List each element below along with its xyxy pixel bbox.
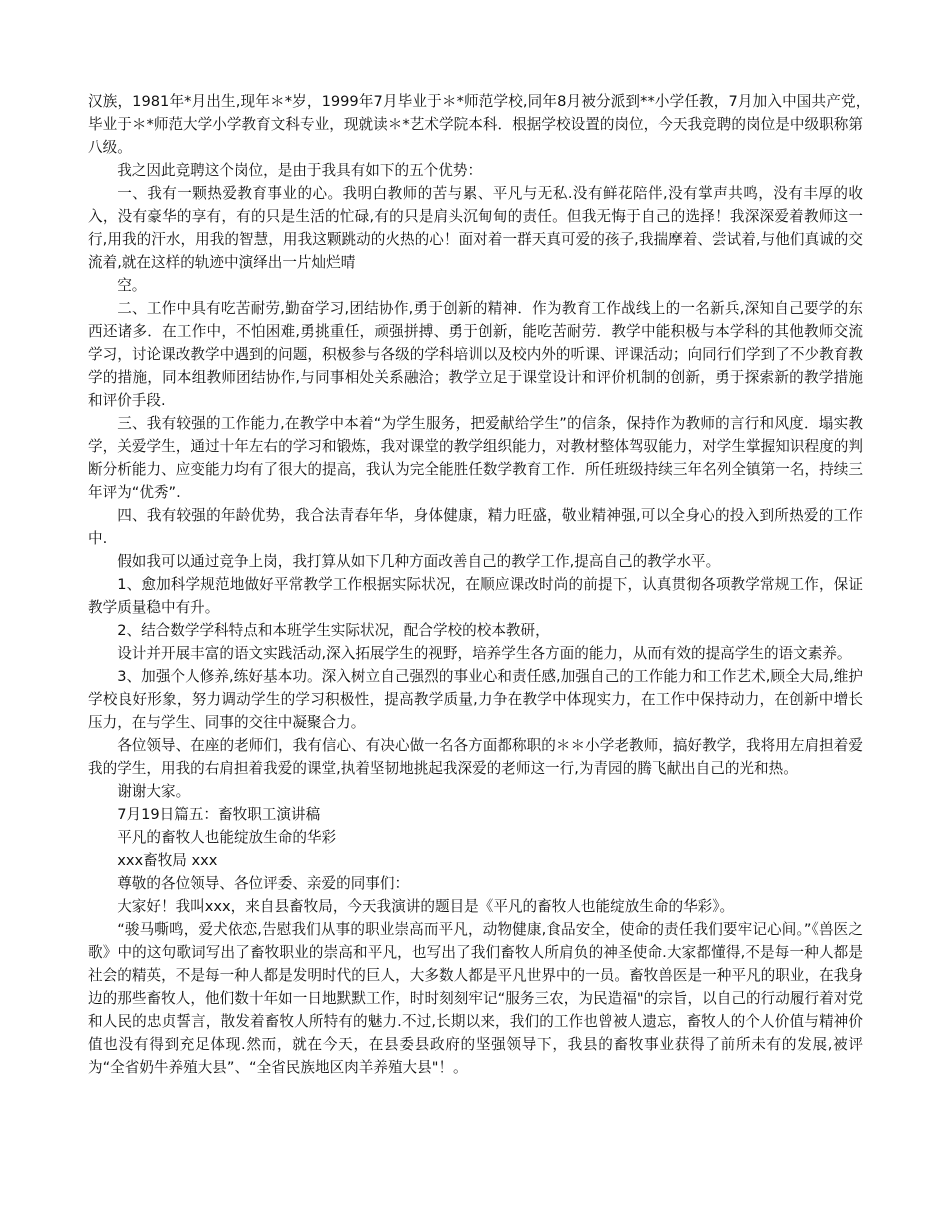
paragraph-advantage-1: 一、我有一颗热爱教育事业的心。我明白教师的苦与累、平凡与无私.没有鲜花陪伴,没有掌声共鸣，没有丰厚的收入，没有豪华的享有，有的只是生活的忙碌,有的只是肩头沉甸甸的责任。但我无悔于自己的选择！我深深爱着教师这一行,用我的汗水，用我的智慧，用我这颗跳动的火热的心！面对着一群天真可爱的孩子,我揣摩着、尝试着,与他们真诚的交流着,就在这样的轨迹中演绎出一片灿烂晴 [88,185,863,271]
paragraph-plan-2-cont: 设计并开展丰富的语文实践活动,深入拓展学生的视野，培养学生各方面的能力，从而有效的提高学生的语文素养。 [117,645,852,662]
speech-greeting: 大家好！我叫xxx，来自县畜牧局，今天我演讲的题目是《平凡的畜牧人也能绽放生命的华彩》。 [117,898,735,915]
paragraph-intro: 我之因此竞聘这个岗位，是由于我具有如下的五个优势： [117,162,483,179]
section-heading: 7月19日篇五：畜牧职工演讲稿 [117,806,321,823]
paragraph-advantage-4: 四、我有较强的年龄优势，我合法青春年华，身体健康，精力旺盛，敬业精神强,可以全身心的投入到所热爱的工作中. [88,507,863,547]
paragraph-plan-1: 1、愈加科学规范地做好平常教学工作根据实际状况，在顺应课改时尚的前提下，认真贯彻各项教学常规工作，保证教学质量稳中有升。 [88,576,863,616]
paragraph-thanks: 谢谢大家。 [117,783,191,800]
paragraph-bio: 汉族，1981年*月出生,现年＊*岁，1999年7月毕业于＊*师范学校,同年8月被分派到**小学任教，7月加入中国共产党， 毕业于＊*师范大学小学教育文科专业，现就读＊*艺术学院本科．根据学校设置的岗位，今天我竞聘的岗位是中级职称第八级。 [88,93,878,156]
paragraph-advantage-3: 三、我有较强的工作能力,在教学中本着“为学生服务，把爱献给学生”的信条，保持作为教师的言行和风度．塌实教学，关爱学生，通过十年左右的学习和锻炼，我对课堂的教学组织能力，对教材整体驾驭能力，对学生掌握知识程度的判断分析能力、应变能力均有了很大的提高，我认为完全能胜任数学教育工作．所任班级持续三年名列全镇第一名，持续三年评为“优秀”. [88,415,863,501]
paragraph-closing: 各位领导、在座的老师们，我有信心、有决心做一名各方面都称职的＊＊小学老教师，搞好教学，我将用左肩担着爱我的学生，用我的右肩担着我爱的课堂,执着坚韧地挑起我深爱的老师这一行,为青园的腾飞献出自己的光和热。 [88,737,863,777]
paragraph-plan-3: 3、加强个人修养,练好基本功。深入树立自己强烈的事业心和责任感,加强自己的工作能力和工作艺术,顾全大局,维护学校良好形象，努力调动学生的学习积极性，提高教学质量,力争在教学中体现实力，在工作中保持动力，在创新中增长压力，在与学生、同事的交往中凝聚合力。 [88,668,863,731]
paragraph-advantage-1-end: 空。 [117,277,147,294]
paragraph-advantage-2: 二、工作中具有吃苦耐劳,勤奋学习,团结协作,勇于创新的精神．作为教育工作战线上的一名新兵,深知自己要学的东西还诸多．在工作中，不怕困难,勇挑重任，顽强拼搏、勇于创新，能吃苦耐劳．教学中能积极与本学科的其他教师交流学习，讨论课改教学中遇到的问题，积极参与各级的学科培训以及校内外的听课、评课活动；向同行们学到了不少教育教学的措施，同本组教师团结协作,与同事相处关系融洽；教学立足于课堂设计和评价机制的创新，勇于探索新的教学措施和评价手段. [88,300,863,409]
paragraph-plan-2: 2、结合数学学科特点和本班学生实际状况，配合学校的校本教研， [117,622,550,639]
speech-title: 平凡的畜牧人也能绽放生命的华彩 [117,829,337,846]
speech-salutation: 尊敬的各位领导、各位评委、亲爱的同事们： [117,875,410,892]
speech-body: “骏马嘶鸣，爱犬依恋,告慰我们从事的职业崇高而平凡，动物健康,食品安全，使命的责任我们要牢记心间。”《兽医之歌》中的这句歌词写出了畜牧职业的崇高和平凡，也写出了我们畜牧人所肩负的神圣使命.大家都懂得,不是每一种人都是社会的精英，不是每一种人都是发明时代的巨人，大多数人都是平凡世界中的一员。畜牧兽医是一种平凡的职业，在我身边的那些畜牧人，他们数十年如一日地默默工作，时时刻刻牢记“服务三农，为民造福"的宗旨，以自己的行动履行着对党和人民的忠贞誓言，散发着畜牧人所特有的魅力.不过,长期以来，我们的工作也曾被人遗忘，畜牧人的个人价值与精神价值也没有得到充足体现.然而，就在今天，在县委县政府的坚强领导下，我县的畜牧事业获得了前所未有的发展,被评为“全省奶牛养殖大县”、“全省民族地区肉羊养殖大县"！。 [88,921,863,1076]
document-page [88,90,878,1079]
paragraph-plan-intro: 假如我可以通过竞争上岗，我打算从如下几种方面改善自己的教学工作,提高自己的教学水平。 [117,553,721,570]
speech-author: xxx畜牧局 xxx [117,852,218,869]
